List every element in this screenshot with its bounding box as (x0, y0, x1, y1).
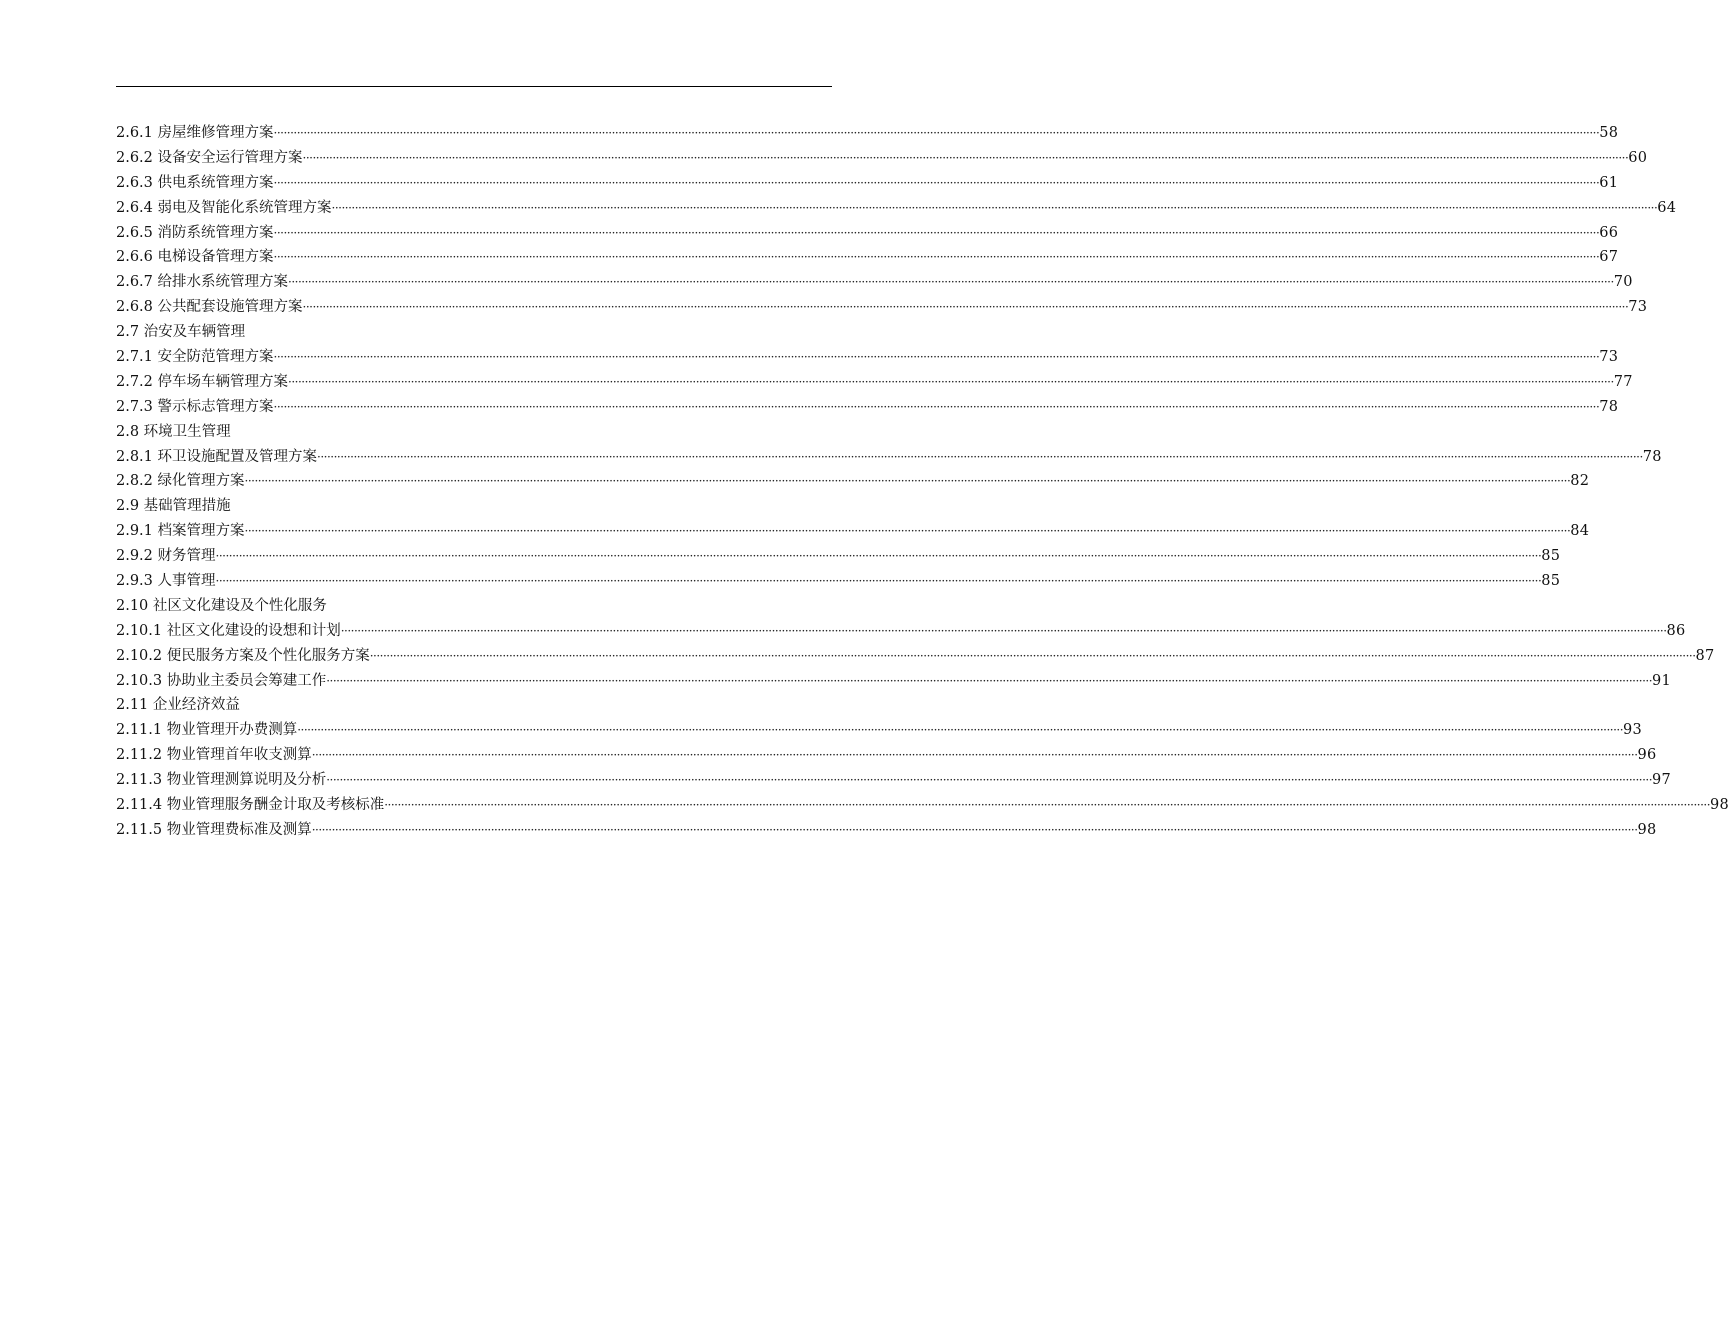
toc-entry-line (116, 718, 1642, 743)
toc-entry-title: 2.9.1 档案管理方案 (116, 523, 245, 540)
toc-entry-title: 2.7.2 停车场车辆管理方案 (116, 373, 289, 390)
toc-entry-line (116, 146, 1648, 171)
toc-entry-title: 2.10 社区文化建设及个性化服务 (116, 597, 327, 614)
toc-entry-title: 2.6.2 设备安全运行管理方案 (116, 149, 303, 166)
toc-entry-title: 2.10.3 协助业主委员会筹建工作 (116, 672, 327, 689)
toc-page-number: 66 (1599, 224, 1619, 241)
toc-page-number: 78 (1599, 398, 1619, 415)
toc-entry (116, 245, 1619, 270)
toc-entry-title: 2.6.8 公共配套设施管理方案 (116, 299, 303, 316)
toc-page-number: 70 (1613, 274, 1633, 291)
toc-entry-line (116, 221, 1619, 246)
toc-entry (116, 345, 1619, 370)
toc-page-number: 82 (1570, 473, 1590, 490)
toc-entry-line (116, 669, 1671, 694)
toc-entry-line (116, 544, 1561, 569)
toc-section-heading (116, 594, 832, 619)
toc-entry-line (116, 245, 1619, 270)
toc-entry-title: 2.8 环境卫生管理 (116, 423, 231, 440)
toc-entry-line (116, 295, 1648, 320)
toc-dot-leader: ················································································································································································································································································································································································································ (273, 350, 1600, 365)
toc-dot-leader: ················································································································································································································································································································································································································ (331, 200, 1658, 215)
toc-entry-line (116, 320, 245, 345)
toc-page-number: 91 (1652, 672, 1671, 689)
toc-entry-line (116, 420, 231, 445)
toc-entry-line (116, 743, 1657, 768)
toc-entry (116, 196, 1677, 221)
toc-entry-line (116, 270, 1633, 295)
toc-entry (116, 146, 1648, 171)
toc-entry-line (116, 619, 1686, 644)
toc-entry-title: 2.9 基础管理措施 (116, 498, 231, 515)
toc-entry-title: 2.6.4 弱电及智能化系统管理方案 (116, 199, 332, 216)
toc-section-heading (116, 420, 832, 445)
toc-entry-line (116, 345, 1619, 370)
toc-dot-leader: ················································································································································································································································································································································································································ (311, 822, 1638, 837)
toc-dot-leader: ················································································································································································································································································································································································································ (273, 225, 1600, 240)
toc-dot-leader: ················································································································································································································································································································································································································ (302, 300, 1629, 315)
toc-entry-line (116, 469, 1590, 494)
toc-entry-title: 2.11.5 物业管理费标准及测算 (116, 821, 312, 838)
toc-dot-leader: ················································································································································································································································································································································································································ (326, 673, 1653, 688)
toc-entry-title: 2.6.1 房屋维修管理方案 (116, 125, 274, 141)
toc-entry-title: 2.7 治安及车辆管理 (116, 324, 246, 341)
toc-entry (116, 818, 1657, 843)
toc-entry-title: 2.11 企业经济效益 (116, 697, 240, 714)
toc-entry (116, 469, 1590, 494)
toc-entry (116, 445, 1662, 470)
toc-page-number: 93 (1623, 722, 1642, 739)
toc-page-number: 87 (1695, 647, 1715, 664)
toc-entry-line (116, 818, 1657, 843)
toc-page-number: 84 (1570, 523, 1590, 540)
toc-entry-line (116, 395, 1619, 420)
toc-entry (116, 221, 1619, 246)
toc-entry-line (116, 494, 231, 519)
toc-entry (116, 768, 1671, 793)
toc-entry (116, 718, 1642, 743)
toc-entry-line (116, 196, 1677, 221)
toc-entry (116, 544, 1561, 569)
toc-entry-title: 2.6.6 电梯设备管理方案 (116, 249, 274, 266)
toc-dot-leader: ················································································································································································································································································································································································································ (288, 374, 1614, 389)
toc-dot-leader: ················································································································································································································································································································································································································ (215, 549, 1542, 564)
toc-page-number: 86 (1666, 622, 1686, 639)
toc-dot-leader: ················································································································································································································································································································································································································ (297, 723, 1624, 738)
toc-entry-line (116, 594, 327, 619)
toc-entry (116, 743, 1657, 768)
toc-page-number: 73 (1628, 299, 1648, 316)
toc-dot-leader: ················································································································································································································································································································································································································ (244, 474, 1571, 489)
toc-dot-leader: ················································································································································································································································································································································································································ (215, 574, 1542, 589)
toc-entry-title: 2.9.3 人事管理 (116, 573, 216, 590)
toc-page-number: 61 (1599, 174, 1619, 191)
toc-entry-title: 2.11.2 物业管理首年收支测算 (116, 747, 312, 764)
toc-entry-title: 2.7.1 安全防范管理方案 (116, 349, 274, 366)
toc-entry (116, 171, 1619, 196)
toc-section-heading (116, 320, 832, 345)
toc-entry-title: 2.11.3 物业管理测算说明及分析 (116, 772, 327, 789)
toc-dot-leader: ················································································································································································································································································································································································································ (273, 399, 1600, 414)
toc-entry (116, 121, 1619, 146)
toc-dot-leader: ················································································································································································································································································································································································································ (273, 175, 1600, 190)
toc-dot-leader: ················································································································································································································································································································································································································ (317, 449, 1643, 464)
toc-entry (116, 619, 1686, 644)
toc-page-number: 64 (1657, 199, 1677, 216)
toc-entry-line (116, 768, 1671, 793)
toc-entry-line (116, 644, 1715, 669)
toc-entry-line (116, 519, 1590, 544)
toc-entry-title: 2.8.1 环卫设施配置及管理方案 (116, 448, 318, 465)
toc-page-number: 77 (1613, 373, 1633, 390)
toc-page-number: 60 (1628, 149, 1648, 166)
toc-entry-title: 2.6.7 给排水系统管理方案 (116, 274, 289, 291)
toc-dot-leader: ················································································································································································································································································································································································································ (273, 126, 1600, 140)
toc-page-number: 98 (1710, 797, 1729, 814)
toc-entry-line (116, 121, 1619, 146)
toc-page-number: 58 (1599, 125, 1619, 141)
toc-entry-line (116, 569, 1561, 594)
toc-entry (116, 395, 1619, 420)
toc-entry-title: 2.10.1 社区文化建设的设想和计划 (116, 622, 341, 639)
toc-dot-leader: ················································································································································································································································································································································································································ (288, 275, 1614, 290)
toc-entry (116, 270, 1633, 295)
toc-page-number: 97 (1652, 772, 1671, 789)
toc-page-number: 96 (1637, 747, 1657, 764)
toc-entry-title: 2.6.5 消防系统管理方案 (116, 224, 274, 241)
toc-dot-leader: ················································································································································································································································································································································································································ (244, 524, 1571, 539)
toc-page-number: 98 (1637, 821, 1657, 838)
toc-entry-line (116, 693, 240, 718)
toc-dot-leader: ················································································································································································································································································································································································································ (326, 773, 1653, 788)
toc-entry (116, 569, 1561, 594)
toc-entry (116, 370, 1633, 395)
toc-entry (116, 295, 1648, 320)
header-rule (116, 86, 832, 87)
toc-section-heading (116, 693, 832, 718)
toc-entry-title: 2.11.4 物业管理服务酬金计取及考核标准 (116, 797, 385, 814)
toc-entry-title: 2.7.3 警示标志管理方案 (116, 398, 274, 415)
toc-entry (116, 519, 1590, 544)
toc-entry-title: 2.6.3 供电系统管理方案 (116, 174, 274, 191)
toc-page-number: 67 (1599, 249, 1619, 266)
toc-entry-line (116, 171, 1619, 196)
toc-page-number: 78 (1642, 448, 1662, 465)
toc-section-heading (116, 494, 832, 519)
toc-entry-title: 2.11.1 物业管理开办费测算 (116, 722, 298, 739)
toc-entry-title: 2.8.2 绿化管理方案 (116, 473, 245, 490)
toc-entry (116, 644, 1715, 669)
toc-entry (116, 793, 1729, 818)
toc-page-number: 73 (1599, 349, 1619, 366)
toc-entry-line (116, 370, 1633, 395)
toc-dot-leader: ················································································································································································································································································································································································································ (311, 748, 1638, 763)
toc-entry (116, 669, 1671, 694)
toc-dot-leader: ················································································································································································································································································································································································································ (369, 648, 1696, 663)
toc-page-number: 85 (1541, 573, 1561, 590)
table-of-contents (116, 121, 1729, 843)
toc-entry-title: 2.9.2 财务管理 (116, 548, 216, 565)
toc-page-number: 85 (1541, 548, 1561, 565)
toc-entry-line (116, 445, 1662, 470)
toc-dot-leader: ················································································································································································································································································································································································································ (273, 250, 1600, 265)
toc-dot-leader: ················································································································································································································································································································································································································ (302, 150, 1629, 165)
toc-dot-leader: ················································································································································································································································································································································································································ (340, 623, 1667, 638)
toc-dot-leader: ················································································································································································································································································································································································································ (384, 798, 1711, 813)
toc-entry-title: 2.10.2 便民服务方案及个性化服务方案 (116, 647, 370, 664)
toc-entry-line (116, 793, 1729, 818)
